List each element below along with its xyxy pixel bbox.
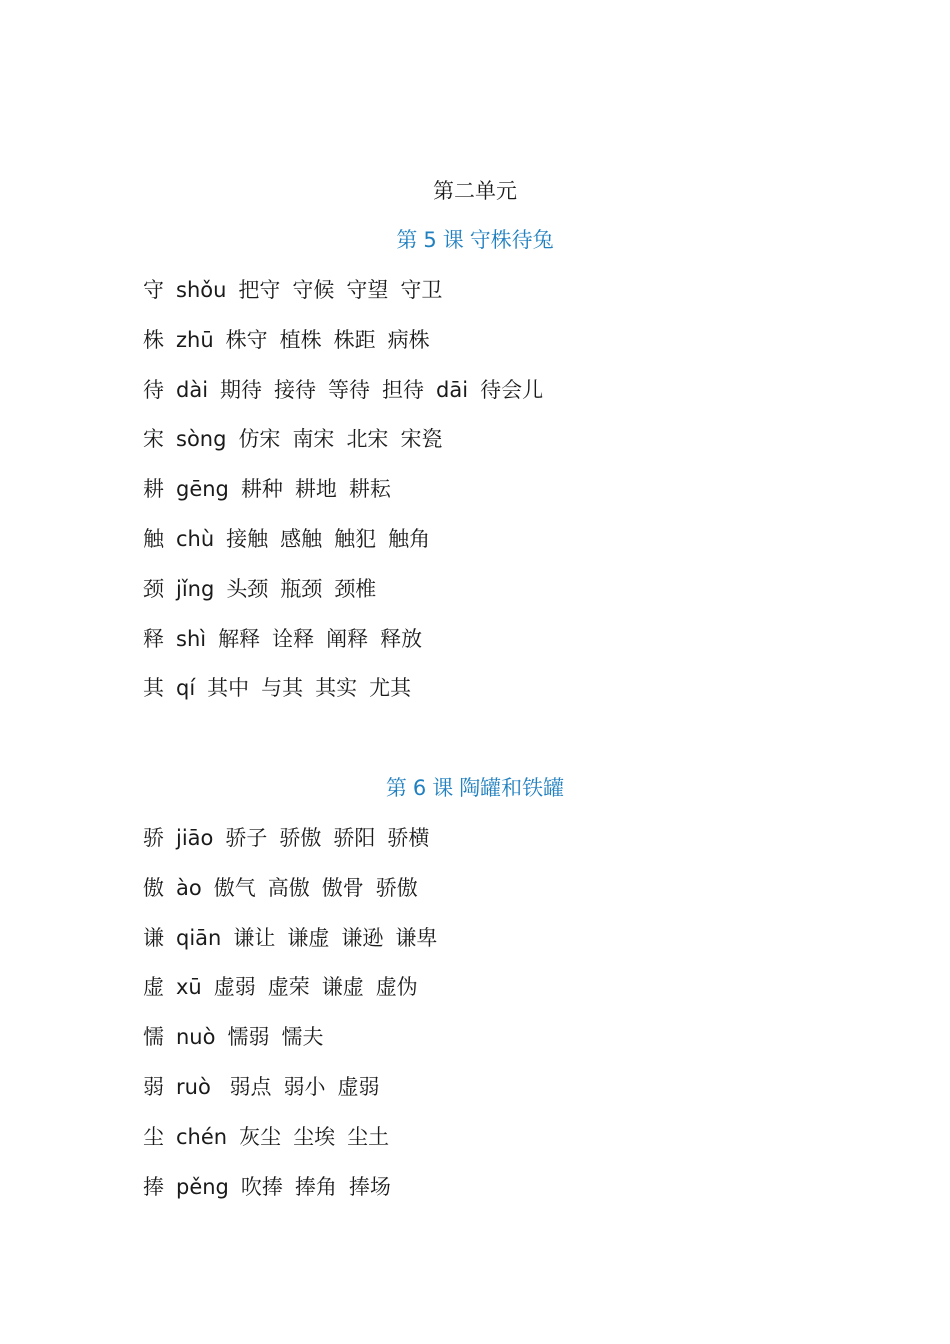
lesson-suffix: 课 <box>442 228 464 252</box>
vocab-entry: 谦逊 <box>341 925 384 950</box>
vocab-row <box>143 970 843 1020</box>
vocab-character: 捧 <box>143 1174 164 1199</box>
vocab-entry: zhū <box>176 327 214 352</box>
lesson-name: 守株待兔 <box>469 228 554 252</box>
vocab-entry: 接触 <box>226 526 269 551</box>
vocab-entry: 耕地 <box>294 477 337 502</box>
vocab-entry: 感触 <box>280 526 323 551</box>
vocab-character: 虚 <box>143 975 164 1000</box>
vocab-entry: 傲骨 <box>321 875 364 900</box>
vocab-entry: chù <box>176 526 215 551</box>
lesson-label: 第 <box>396 228 418 252</box>
vocab-entry: 释放 <box>380 626 423 651</box>
vocab-row <box>143 1170 843 1220</box>
vocab-character: 尘 <box>143 1124 164 1149</box>
vocab-entry: 植株 <box>279 327 322 352</box>
vocab-entry: 把守 <box>238 278 281 302</box>
vocab-entry: 等待 <box>328 377 371 402</box>
vocab-entry: 骄阳 <box>333 826 376 850</box>
vocab-character: 株 <box>143 327 164 352</box>
vocab-entry: 宋瓷 <box>400 427 443 452</box>
vocab-entry: 待会儿 <box>480 377 544 402</box>
vocab-entry: 尤其 <box>369 676 412 701</box>
vocab-entry: ào <box>176 875 202 900</box>
vocab-entry: 谦虚 <box>287 925 330 950</box>
vocab-entry: 骄横 <box>387 826 430 850</box>
vocab-entry: dài <box>176 377 209 402</box>
vocab-entry: 虚弱 <box>337 1074 380 1099</box>
vocab-character: 守 <box>143 278 164 302</box>
vocab-entry: 南宋 <box>292 427 335 452</box>
vocab-entry: 谦虚 <box>321 975 364 1000</box>
vocab-row <box>143 821 843 871</box>
vocab-entry: 尘埃 <box>293 1124 336 1149</box>
vocab-entry: qí <box>176 676 196 701</box>
vocab-entry: 捧场 <box>348 1174 391 1199</box>
vocab-character: 弱 <box>143 1074 164 1099</box>
vocab-character: 宋 <box>143 427 164 452</box>
vocab-entry: 耕耘 <box>348 477 391 502</box>
lesson-6-word-list <box>143 821 843 1219</box>
vocab-entry: 其中 <box>207 676 250 701</box>
lesson-title-6 <box>0 771 950 805</box>
vocab-entry: 傲气 <box>213 875 256 900</box>
lesson-label: 第 <box>385 776 407 800</box>
vocab-entry: jǐng <box>176 576 215 601</box>
vocab-row <box>143 373 843 423</box>
vocab-row <box>143 622 843 672</box>
vocab-character: 颈 <box>143 576 164 601</box>
vocab-entry: 骄傲 <box>375 875 418 900</box>
vocab-row <box>143 522 843 572</box>
vocab-character: 耕 <box>143 477 164 502</box>
vocab-entry: 担待 <box>382 377 425 402</box>
vocab-entry: 颈椎 <box>334 576 377 601</box>
vocab-character: 谦 <box>143 925 164 950</box>
vocab-entry: 北宋 <box>346 427 389 452</box>
vocab-character: 傲 <box>143 875 164 900</box>
vocab-entry: 触角 <box>388 526 431 551</box>
vocab-entry: 解释 <box>218 626 261 651</box>
vocab-entry: 骄傲 <box>279 826 322 850</box>
vocab-entry: 触犯 <box>334 526 377 551</box>
vocab-entry: 守卫 <box>400 278 443 302</box>
vocab-entry: ruò <box>176 1074 211 1099</box>
vocab-entry: 弱点 <box>222 1074 272 1099</box>
vocab-entry: chén <box>176 1124 228 1149</box>
vocab-entry: 病株 <box>387 327 430 352</box>
vocab-entry: 虚荣 <box>267 975 310 1000</box>
vocab-entry: 阐释 <box>326 626 369 651</box>
vocab-row <box>143 422 843 472</box>
vocab-row <box>143 1120 843 1170</box>
vocab-row <box>143 921 843 971</box>
vocab-entry: 灰尘 <box>239 1124 282 1149</box>
lesson-title-5 <box>0 223 950 257</box>
lesson-5-word-list <box>143 273 843 721</box>
vocab-row <box>143 671 843 721</box>
vocab-entry: pěng <box>176 1174 229 1199</box>
vocab-entry: 期待 <box>220 377 263 402</box>
lesson-number: 5 <box>423 228 437 252</box>
vocab-entry: 吹捧 <box>240 1174 283 1199</box>
vocab-entry: 接待 <box>274 377 317 402</box>
vocab-entry: 守望 <box>346 278 389 302</box>
vocab-entry: 高傲 <box>267 875 310 900</box>
vocab-entry: 懦夫 <box>281 1025 324 1050</box>
vocab-entry: dāi <box>436 377 469 402</box>
vocab-character: 懦 <box>143 1025 164 1050</box>
vocab-entry: sòng <box>176 427 227 452</box>
vocab-row <box>143 871 843 921</box>
vocab-character: 骄 <box>143 826 164 850</box>
vocab-entry: gēng <box>176 477 229 502</box>
vocab-entry: 其实 <box>315 676 358 701</box>
vocab-entry: 守候 <box>292 278 335 302</box>
vocab-entry: 谦让 <box>233 925 276 950</box>
vocab-entry: 耕种 <box>240 477 283 502</box>
vocab-entry: 捧角 <box>294 1174 337 1199</box>
lesson-name: 陶罐和铁罐 <box>459 776 565 800</box>
vocab-row <box>143 472 843 522</box>
vocab-entry: 懦弱 <box>227 1025 270 1050</box>
vocab-character: 待 <box>143 377 164 402</box>
vocab-entry: 与其 <box>261 676 304 701</box>
vocab-entry: 仿宋 <box>238 427 281 452</box>
vocab-entry: 株守 <box>225 327 268 352</box>
vocab-entry: jiāo <box>176 826 214 850</box>
vocab-entry: 弱小 <box>283 1074 326 1099</box>
vocab-entry: 虚伪 <box>375 975 418 1000</box>
vocab-entry: shǒu <box>176 278 227 302</box>
vocab-character: 释 <box>143 626 164 651</box>
vocab-entry: 尘土 <box>347 1124 390 1149</box>
vocab-character: 其 <box>143 676 164 701</box>
vocab-entry: nuò <box>176 1025 216 1050</box>
vocab-entry: 诠释 <box>272 626 315 651</box>
vocab-entry: 头颈 <box>226 576 269 601</box>
vocab-row <box>143 1070 843 1120</box>
vocab-entry: shì <box>176 626 207 651</box>
vocab-row <box>143 1020 843 1070</box>
vocab-character: 触 <box>143 526 164 551</box>
lesson-number: 6 <box>412 776 427 800</box>
vocab-entry: 虚弱 <box>213 975 256 1000</box>
vocab-row <box>143 273 843 323</box>
lesson-suffix: 课 <box>432 776 454 800</box>
unit-title: 第二单元 <box>433 179 517 203</box>
vocab-entry: qiān <box>176 925 222 950</box>
vocab-entry: 瓶颈 <box>280 576 323 601</box>
vocab-row <box>143 323 843 373</box>
vocab-entry: 株距 <box>333 327 376 352</box>
vocab-entry: 骄子 <box>225 826 268 850</box>
vocab-row <box>143 572 843 622</box>
vocab-entry: xū <box>176 975 202 1000</box>
vocab-entry: 谦卑 <box>395 925 438 950</box>
